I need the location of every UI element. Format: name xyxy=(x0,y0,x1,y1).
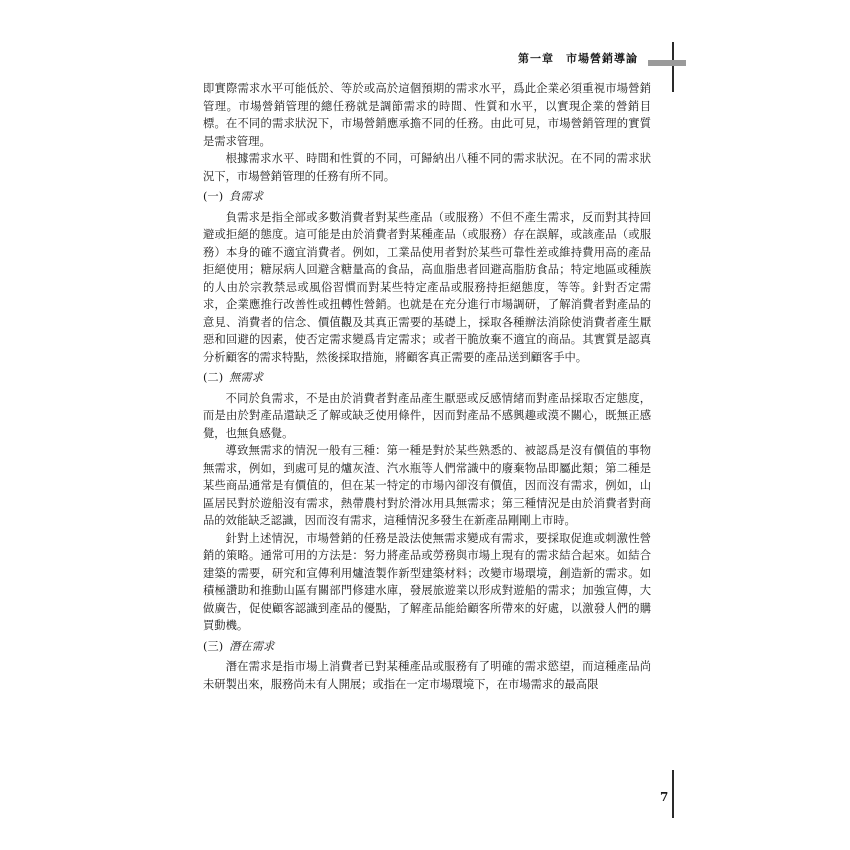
section-number: (一) xyxy=(203,190,224,203)
section-heading-no-demand xyxy=(203,369,651,387)
section-number: (三) xyxy=(203,639,224,653)
section-number: (二) xyxy=(203,371,224,384)
section-heading-latent-demand xyxy=(203,638,651,656)
section-term: 負需求 xyxy=(229,190,264,203)
header-grey-bar xyxy=(648,60,686,66)
footer-vertical-rule xyxy=(672,770,674,818)
paragraph-negative-demand: 負需求是指全部或多數消費者對某些產品（或服務）不但不產生需求，反而對其持回避或拒絕的態度。這可能是由於消費者對某種產品（或服務）存在誤解，或該產品（或服務）本身的確不適宜消費者。例如，工業品使用者對於某些可靠性差或維持費用高的產品拒絕使用；糖尿病人回避含糖量高的食品，高血脂患者回避高脂肪食品；特定地區或種族的人由於宗教禁忌或風俗習慣而對某些特定產品或服務持拒絕態度，等等。針對否定需求，企業應推行改善性或扭轉性營銷。也就是在充分進行市場調研，了解消費者對產品的意見、消費者的信念、價值觀及其真正需要的基礎上，採取各種辦法消除使消費者產生厭惡和回避的因素，使否定需求變爲肯定需求；或者干脆放棄不適宜的商品。其實質是認真分析顧客的需求特點，然後採取措施，將顧客真正需要的產品送到顧客手中。 xyxy=(203,210,651,364)
section-term: 無需求 xyxy=(229,371,264,384)
paragraph-eight-states: 根據需求水平、時間和性質的不同，可歸納出八種不同的需求狀況。在不同的需求狀況下，市場營銷管理的任務有所不同。 xyxy=(203,152,651,183)
header-vertical-rule xyxy=(672,42,674,92)
section-heading-negative-demand xyxy=(203,188,651,206)
section-term: 潛在需求 xyxy=(229,639,275,653)
page-body xyxy=(203,80,651,693)
paragraph-intro-continuation: 即實際需求水平可能低於、等於或高於這個預期的需求水平，爲此企業必須重視市場營銷管理。市場營銷管理的總任務就是調節需求的時間、性質和水平，以實現企業的營銷目標。在不同的需求狀況下，市場營銷應承擔不同的任務。由此可見，市場營銷管理的實質是需求管理。 xyxy=(203,82,651,148)
running-header: 第一章 市場營銷導論 xyxy=(518,52,638,65)
paragraph-no-demand-3: 針對上述情況，市場營銷的任務是設法使無需求變成有需求，要採取促進或刺激性營銷的策略。通常可用的方法是：努力將產品或勞務與市場上現有的需求結合起來。如結合建築的需要，研究和宣傳利用爐渣製作新型建築材料；改變市場環境，創造新的需求。如積極讚助和推動山區有關部門修建水庫，發展旅遊業以形成對遊船的需求；加強宣傳，大做廣告，促使顧客認識到產品的優點，了解產品能給顧客所帶來的好處，以激發人們的購買動機。 xyxy=(203,531,651,632)
page-number: 7 xyxy=(660,790,669,804)
paragraph-latent-demand: 潛在需求是指市場上消費者已對某種產品或服務有了明確的需求慾望，而這種產品尚未研製出來，服務尚未有人開展；或指在一定市場環境下，在市場需求的最高限 xyxy=(203,660,651,691)
paragraph-no-demand-1: 不同於負需求，不是由於消費者對產品產生厭惡或反感情緒而對產品採取否定態度，而是由於對產品還缺乏了解或缺乏使用條件，因而對產品不感興趣或漠不關心，既無正感覺，也無負感覺。 xyxy=(203,391,651,440)
paragraph-no-demand-2: 導致無需求的情況一般有三種：第一種是對於某些熟悉的、被認爲是沒有價值的事物無需求，例如，到處可見的爐灰渣、汽水瓶等人們常識中的廢棄物品即屬此類；第二種是某些商品通常是有價值的，但在某一特定的市場內卻沒有價值，因而沒有需求，例如，山區居民對於遊船沒有需求，熱帶農村對於滑冰用具無需求；第三種情況是由於消費者對商品的效能缺乏認識，因而沒有需求，這種情況多發生在新產品剛剛上市時。 xyxy=(203,444,651,527)
